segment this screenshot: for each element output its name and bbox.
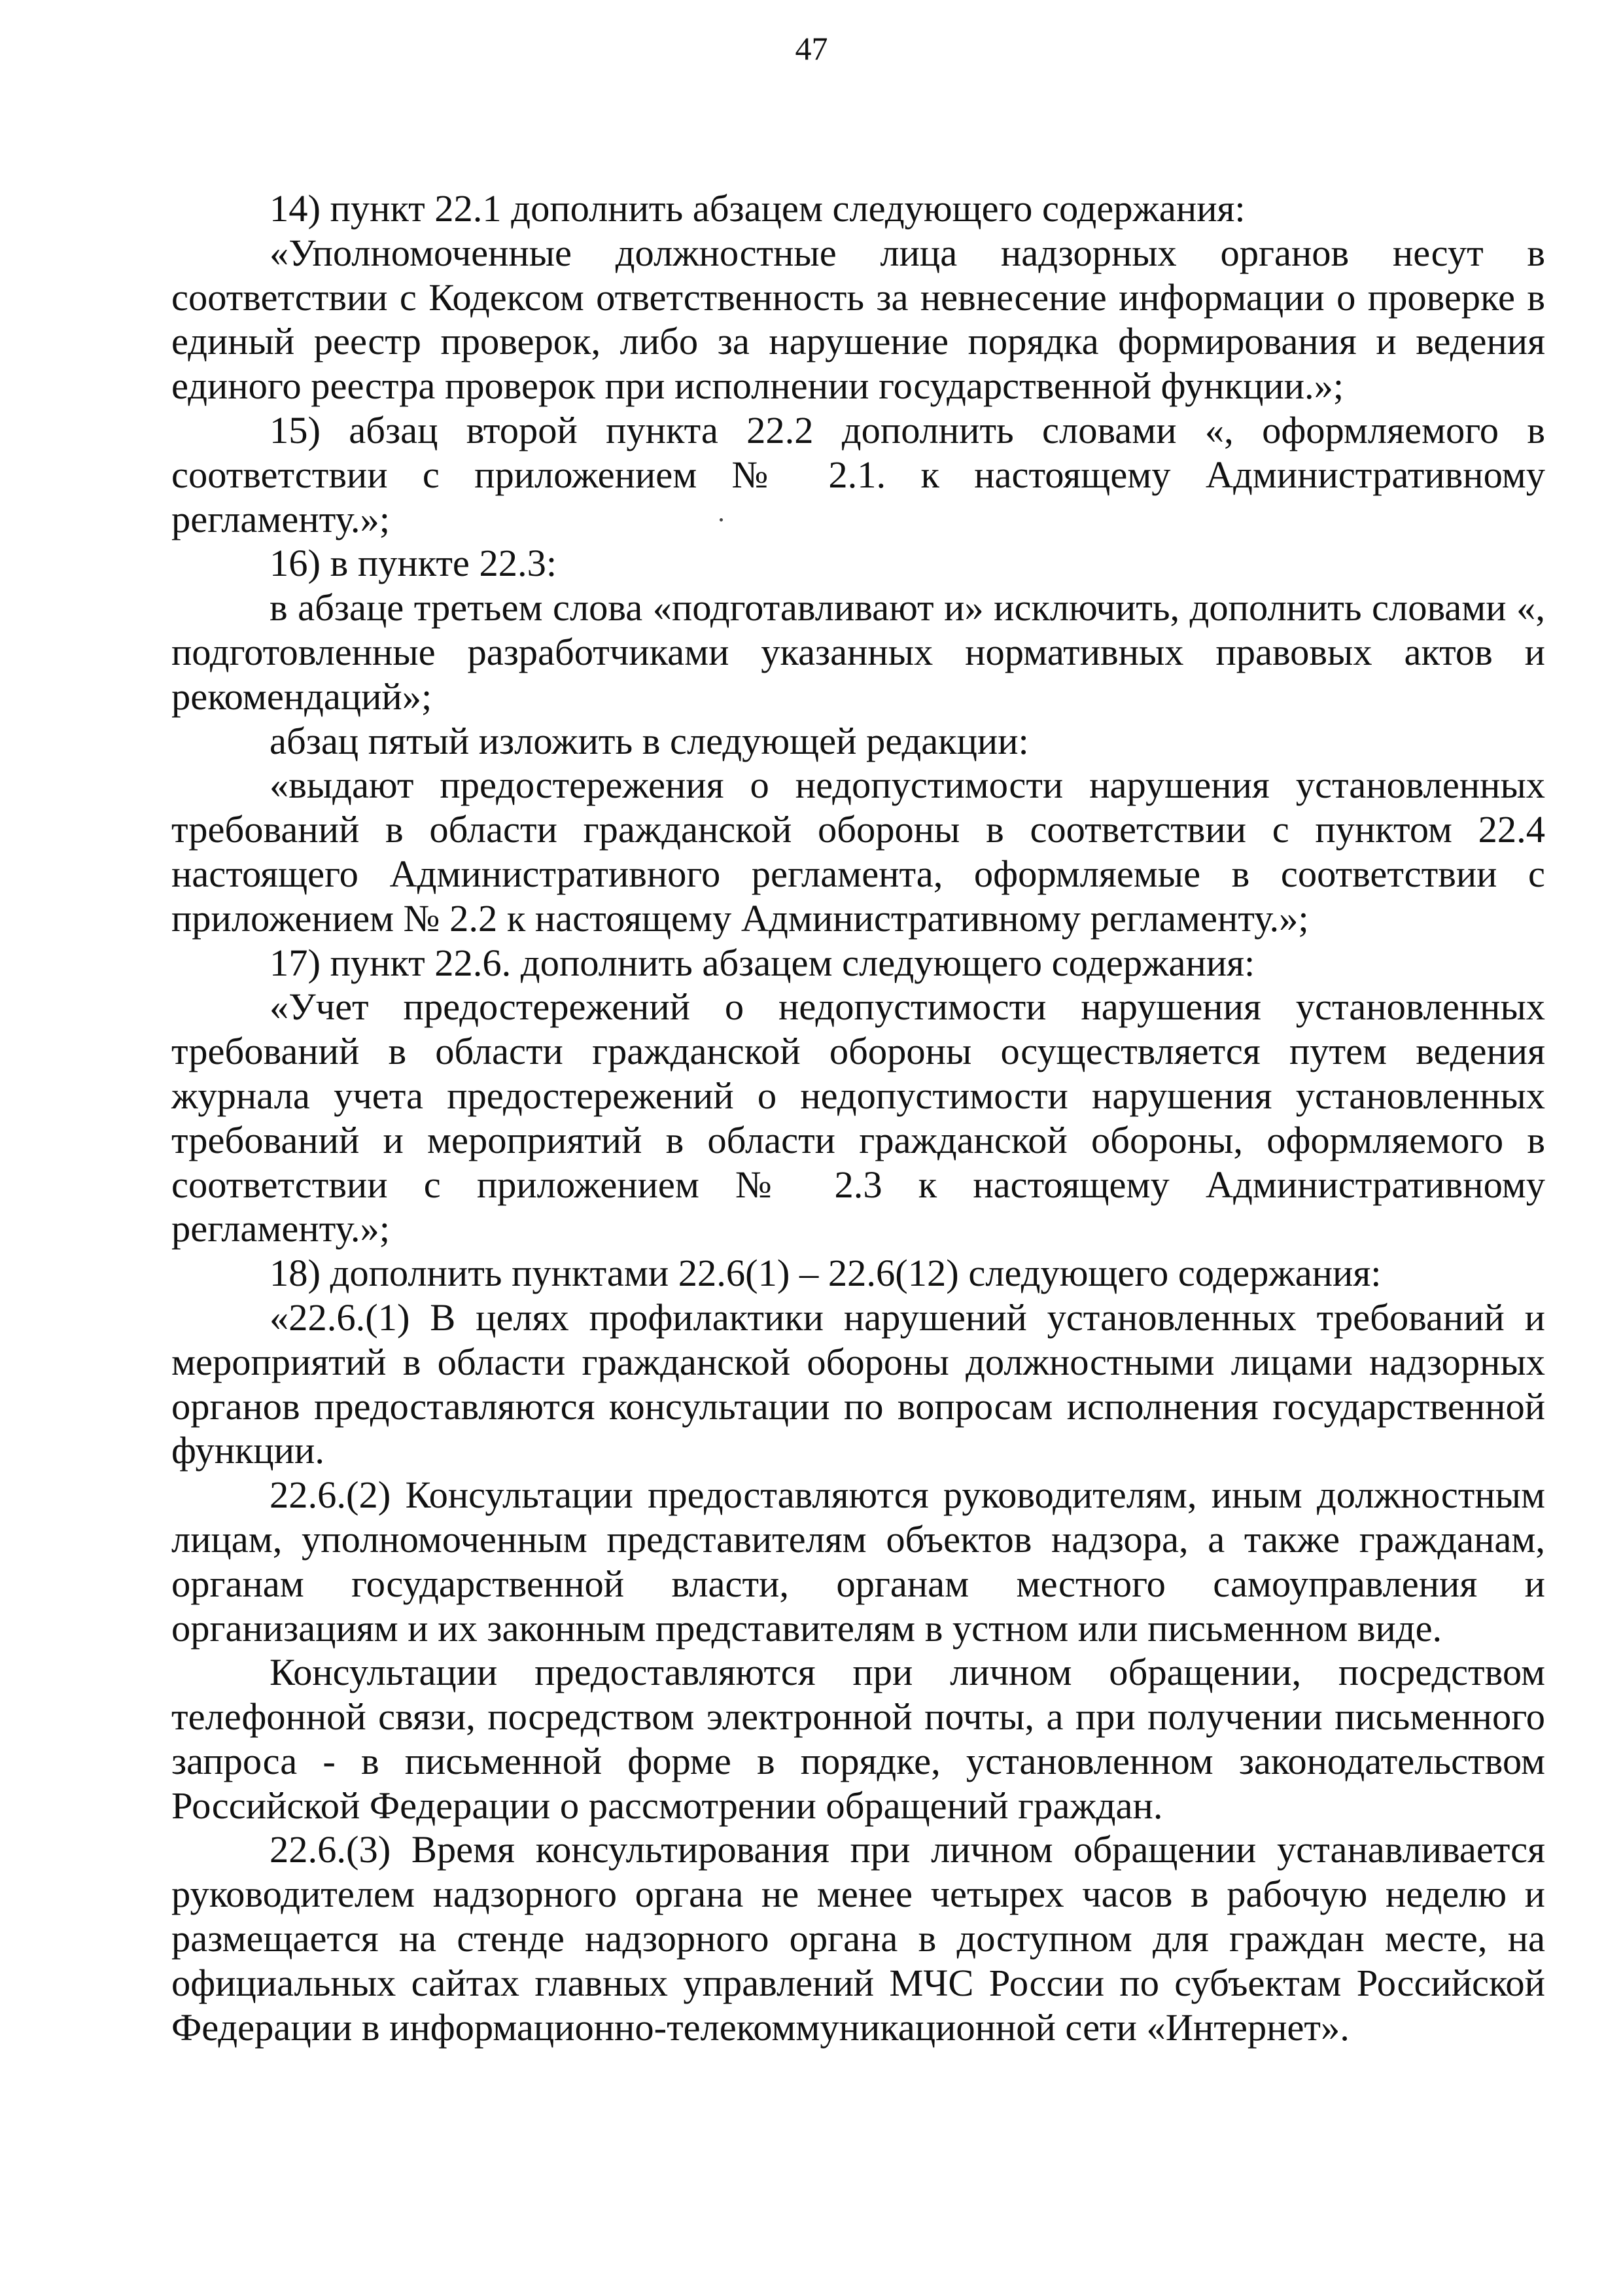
paragraph-22-6-2: 22.6.(2) Консультации предоставляются руководителям, иным должностным лицам, уполномоченным представителям объектов надзора, а также гражданам, органам государственной власти, органам местного самоуправления и организациям и их законным представителям в устном или письменном виде. — [171, 1474, 1545, 1650]
paragraph-item-14: 14) пункт 22.1 дополнить абзацем следующего содержания: — [270, 187, 1246, 230]
paragraph-item-16: 16) в пункте 22.3: — [270, 542, 557, 585]
paragraph-22-6-3: 22.6.(3) Время консультирования при личном обращении устанавливается руководителем надзорного органа не менее четырех часов в рабочую неделю и размещается на стенде надзорного органа в доступном для граждан месте, на официальных сайтах главных управлений МЧС России по субъектам Российской Федерации в информационно-телекоммуникационной сети «Интернет». — [171, 1828, 1545, 2049]
paragraph-quote-authorized-officials: «Уполномоченные должностные лица надзорных органов несут в соответствии с Кодексом ответственность за невнесение информации о проверке в единый реестр проверок, либо за нарушение порядка формирования и ведения единого реестра проверок при исполнении государственной функции.»; — [171, 231, 1545, 408]
paragraph-third-abzac: в абзаце третьем слова «подготавливают и» исключить, дополнить словами «, подготовленные разработчиками указанных нормативных правовых актов и рекомендаций»; — [171, 586, 1545, 718]
paragraph-quote-warnings: «выдают предостережения о недопустимости нарушения установленных требований в области гражданской обороны в соответствии с пунктом 22.4 настоящего Административного регламента, оформляемые в соответствии с приложением № 2.2 к настоящему Административному регламенту.»; — [171, 764, 1545, 940]
paragraph-item-18: 18) дополнить пунктами 22.6(1) – 22.6(12) следующего содержания: — [270, 1252, 1382, 1295]
paragraph-item-15: 15) абзац второй пункта 22.2 дополнить словами «, оформляемого в соответствии с приложением № 2.1. к настоящему Административному регламенту.»; — [171, 408, 1545, 540]
page-number: 47 — [795, 30, 828, 67]
paragraph-22-6-1: «22.6.(1) В целях профилактики нарушений установленных требований и мероприятий в области гражданской обороны должностными лицами надзорных органов предоставляются консультации по вопросам исполнения государственной функции. — [171, 1296, 1545, 1472]
document-body — [171, 186, 1545, 2049]
paragraph-item-17: 17) пункт 22.6. дополнить абзацем следующего содержания: — [270, 941, 1255, 984]
paragraph-fifth-abzac: абзац пятый изложить в следующей редакции: — [270, 719, 1029, 762]
paragraph-quote-journal: «Учет предостережений о недопустимости нарушения установленных требований в области гражданской обороны осуществляется путем ведения журнала учета предостережений о недопустимости нарушения установленных требований и мероприятий в области гражданской обороны, оформляемого в соответствии с приложением № 2.3 к настоящему Административному регламенту.»; — [171, 985, 1545, 1250]
paragraph-consultations: Консультации предоставляются при личном обращении, посредством телефонной связи, посредством электронной почты, а при получении письменного запроса - в письменной форме в порядке, установленном законодательством Российской Федерации о рассмотрении обращений граждан. — [171, 1651, 1545, 1827]
